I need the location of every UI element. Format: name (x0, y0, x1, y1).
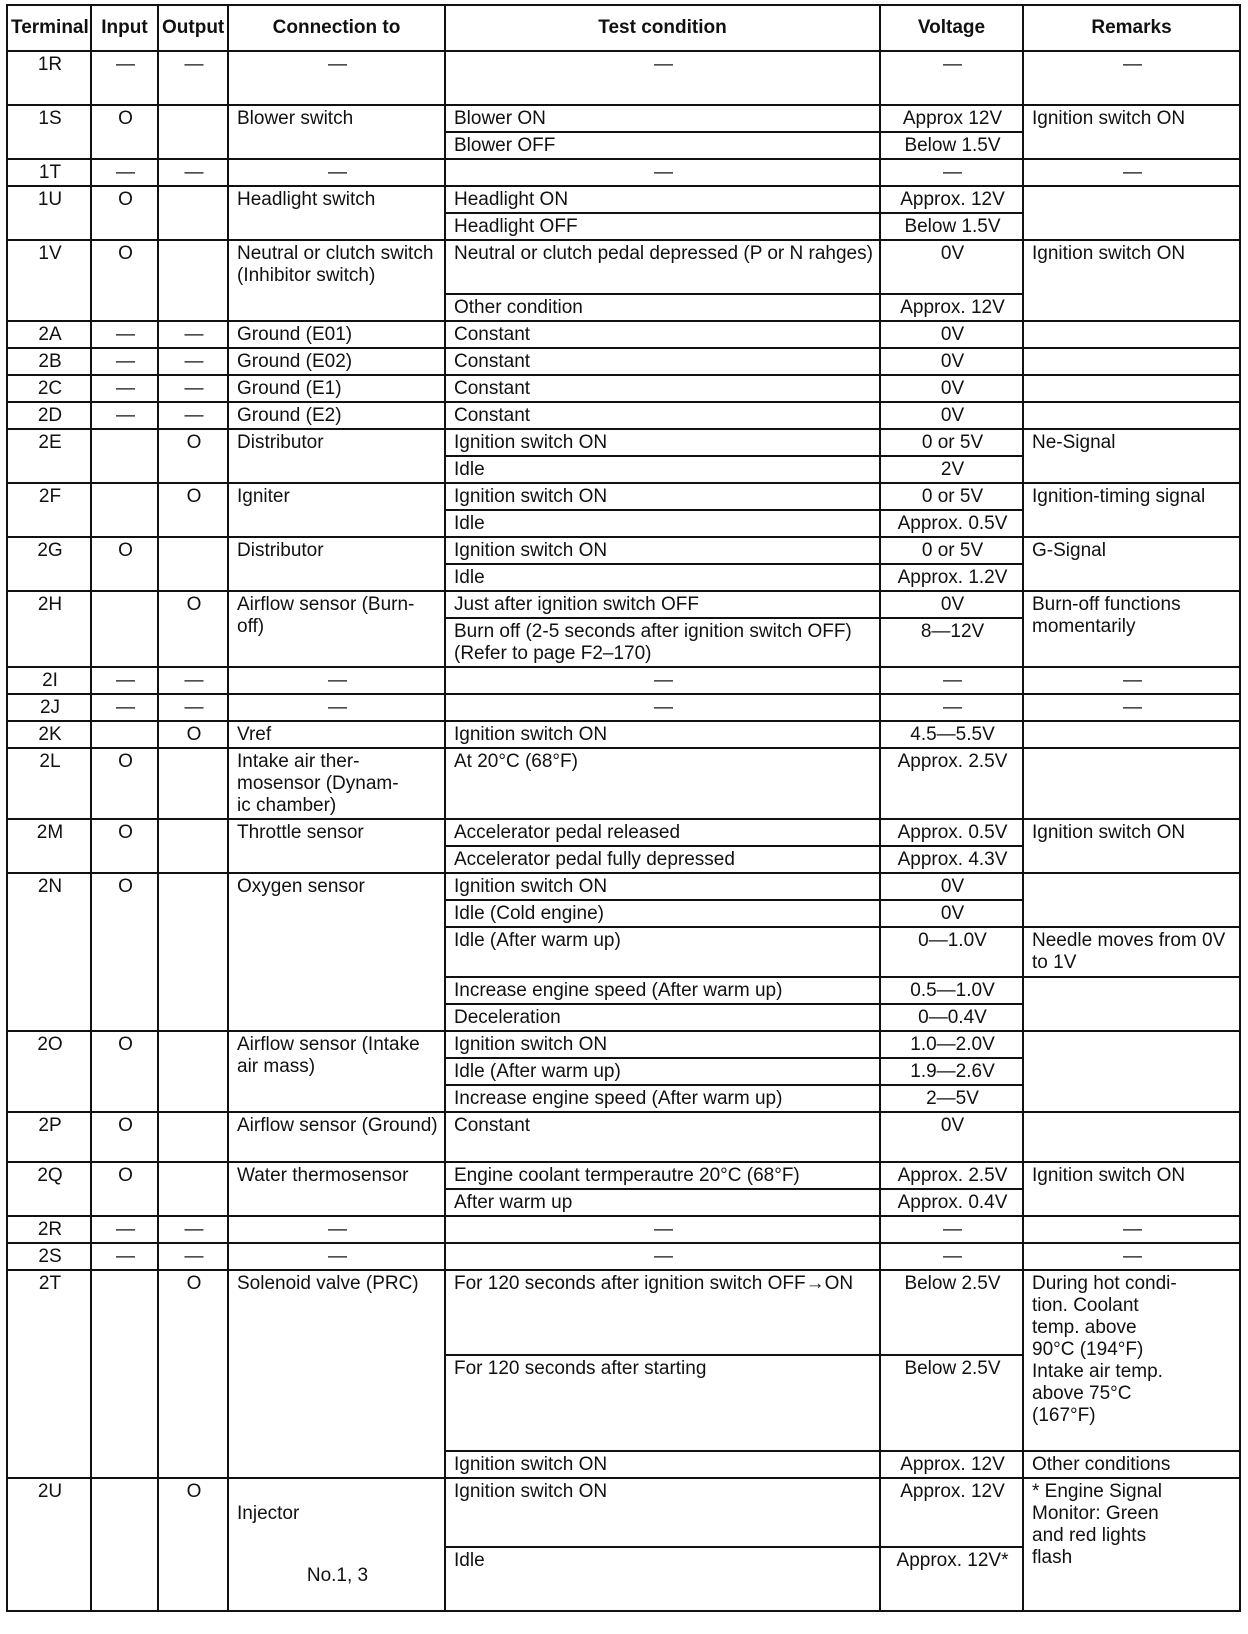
terminal-cell: 2G (7, 537, 91, 591)
input-cell (91, 429, 158, 483)
remarks-cell: — (1023, 159, 1240, 186)
terminal-cell: 2J (7, 694, 91, 721)
test-condition-cell: Deceleration (445, 1004, 880, 1031)
output-cell: — (158, 321, 228, 348)
remarks-cell (1023, 1031, 1240, 1112)
table-row (7, 873, 1240, 900)
table-row (7, 1162, 1240, 1189)
remarks-cell (1023, 375, 1240, 402)
connection-cell: Airflow sensor (Burn-off) (228, 591, 445, 667)
connection-cell: Throttle sensor (228, 819, 445, 873)
test-condition-cell: Idle (After warm up) (445, 1058, 880, 1085)
terminal-cell: 2U (7, 1478, 91, 1611)
table-row (7, 1270, 1240, 1355)
test-condition-cell: Ignition switch ON (445, 429, 880, 456)
connection-cell: Igniter (228, 483, 445, 537)
output-cell: O (158, 1270, 228, 1478)
output-cell: O (158, 429, 228, 483)
output-cell (158, 1112, 228, 1162)
input-cell: — (91, 402, 158, 429)
injector-numbers: No.1, 3 (306, 1565, 369, 1586)
input-cell: — (91, 1216, 158, 1243)
connection-cell: Vref (228, 721, 445, 748)
input-cell: O (91, 240, 158, 321)
remarks-cell: — (1023, 694, 1240, 721)
header-input: Input (91, 5, 158, 51)
input-cell: O (91, 873, 158, 1031)
test-condition-cell: Constant (445, 375, 880, 402)
voltage-cell: 0V (880, 240, 1023, 294)
remarks-cell: Ignition switch ON (1023, 240, 1240, 321)
table-row (7, 240, 1240, 294)
table-row (7, 1112, 1240, 1162)
voltage-cell: Below 1.5V (880, 213, 1023, 240)
voltage-cell: 4.5—5.5V (880, 721, 1023, 748)
test-condition-cell: Idle (After warm up) (445, 927, 880, 977)
test-condition-cell: Engine coolant termperautre 20°C (68°F) (445, 1162, 880, 1189)
header-row (7, 5, 1240, 51)
table-row (7, 537, 1240, 564)
connection-cell: Solenoid valve (PRC) (228, 1270, 445, 1478)
remarks-cell: — (1023, 1216, 1240, 1243)
test-condition-cell: — (445, 667, 880, 694)
test-condition-cell: After warm up (445, 1189, 880, 1216)
voltage-cell: 0 or 5V (880, 537, 1023, 564)
connection-cell: — (228, 694, 445, 721)
output-cell: O (158, 721, 228, 748)
voltage-cell: — (880, 667, 1023, 694)
voltage-cell: 0 or 5V (880, 429, 1023, 456)
terminal-cell: 1S (7, 105, 91, 159)
table-row (7, 483, 1240, 510)
test-condition-cell: At 20°C (68°F) (445, 748, 880, 819)
voltage-cell: Approx. 12V (880, 1451, 1023, 1478)
voltage-cell: 0—0.4V (880, 1004, 1023, 1031)
input-cell (91, 721, 158, 748)
terminal-cell: 2R (7, 1216, 91, 1243)
connection-cell: Blower switch (228, 105, 445, 159)
connection-cell: Ground (E1) (228, 375, 445, 402)
voltage-cell: — (880, 51, 1023, 105)
voltage-cell: 0V (880, 873, 1023, 900)
input-cell: O (91, 1031, 158, 1112)
output-cell (158, 537, 228, 591)
test-condition-cell: Idle (445, 510, 880, 537)
input-cell (91, 591, 158, 667)
remarks-cell: — (1023, 1243, 1240, 1270)
voltage-cell: 0V (880, 348, 1023, 375)
test-condition-cell: — (445, 1216, 880, 1243)
voltage-cell: — (880, 159, 1023, 186)
table-row (7, 429, 1240, 456)
input-cell: — (91, 159, 158, 186)
connection-cell: Distributor (228, 537, 445, 591)
terminal-cell: 2C (7, 375, 91, 402)
test-condition-cell: Constant (445, 321, 880, 348)
test-condition-cell: Ignition switch ON (445, 483, 880, 510)
header-voltage: Voltage (880, 5, 1023, 51)
table-row (7, 591, 1240, 618)
connection-cell: Airflow sensor (Ground) (228, 1112, 445, 1162)
remarks-cell (1023, 186, 1240, 240)
connection-cell: Ground (E02) (228, 348, 445, 375)
voltage-cell: Approx. 12V* (880, 1547, 1023, 1611)
remarks-cell: Ignition switch ON (1023, 819, 1240, 873)
terminal-cell: 2N (7, 873, 91, 1031)
voltage-cell: 2—5V (880, 1085, 1023, 1112)
test-condition-cell: Ignition switch ON (445, 1451, 880, 1478)
connection-label: Injector (237, 1503, 300, 1524)
connection-cell: — (228, 1216, 445, 1243)
output-cell (158, 240, 228, 321)
remarks-cell (1023, 402, 1240, 429)
voltage-cell: Approx 12V (880, 105, 1023, 132)
table-row (7, 348, 1240, 375)
voltage-cell: Approx. 0.4V (880, 1189, 1023, 1216)
output-cell: — (158, 402, 228, 429)
terminal-cell: 1U (7, 186, 91, 240)
voltage-cell: 1.0—2.0V (880, 1031, 1023, 1058)
header-terminal: Terminal (7, 5, 91, 51)
input-cell: O (91, 105, 158, 159)
remarks-cell: * Engine Signal Monitor: Green and red lights flash (1023, 1478, 1240, 1611)
voltage-cell: Approx. 12V (880, 186, 1023, 213)
table-row (7, 186, 1240, 213)
terminal-cell: 2T (7, 1270, 91, 1478)
input-cell: — (91, 667, 158, 694)
voltage-cell: Approx. 0.5V (880, 510, 1023, 537)
terminal-cell: 1T (7, 159, 91, 186)
connection-cell: — (228, 159, 445, 186)
output-cell: — (158, 1243, 228, 1270)
terminal-cell: 2F (7, 483, 91, 537)
voltage-cell: Below 1.5V (880, 132, 1023, 159)
terminal-cell: 2S (7, 1243, 91, 1270)
input-cell: O (91, 748, 158, 819)
terminal-cell: 1R (7, 51, 91, 105)
connection-cell: — (228, 667, 445, 694)
test-condition-cell: Constant (445, 1112, 880, 1162)
voltage-cell: Approx. 4.3V (880, 846, 1023, 873)
table-row (7, 321, 1240, 348)
voltage-cell: — (880, 1243, 1023, 1270)
voltage-cell: 0V (880, 900, 1023, 927)
header-test-condition: Test condition (445, 5, 880, 51)
input-cell: O (91, 186, 158, 240)
voltage-cell: Approx. 12V (880, 294, 1023, 321)
terminal-cell: 2B (7, 348, 91, 375)
voltage-cell: 0V (880, 402, 1023, 429)
voltage-cell: 0 or 5V (880, 483, 1023, 510)
connection-cell: Distributor (228, 429, 445, 483)
table-row (7, 694, 1240, 721)
test-condition-cell: Constant (445, 402, 880, 429)
output-cell (158, 819, 228, 873)
table-row (7, 721, 1240, 748)
output-cell: O (158, 591, 228, 667)
output-cell (158, 105, 228, 159)
input-cell: — (91, 321, 158, 348)
remarks-cell: During hot condi- tion. Coolant temp. above 90°C (194°F) Intake air temp. above 75°C (167°F) (1023, 1270, 1240, 1451)
remarks-cell: Needle moves from 0V to 1V (1023, 927, 1240, 977)
test-condition-cell: Idle (445, 1547, 880, 1611)
test-condition-cell: For 120 seconds after ignition switch OFF→ON (445, 1270, 880, 1355)
voltage-cell: 8—12V (880, 618, 1023, 667)
input-cell: — (91, 1243, 158, 1270)
output-cell: — (158, 1216, 228, 1243)
remarks-cell (1023, 873, 1240, 927)
output-cell: — (158, 159, 228, 186)
table-row (7, 1478, 1240, 1547)
output-cell: O (158, 1478, 228, 1611)
header-connection: Connection to (228, 5, 445, 51)
input-cell: O (91, 537, 158, 591)
output-cell: — (158, 348, 228, 375)
connection-cell: Ground (E2) (228, 402, 445, 429)
terminal-cell: 2O (7, 1031, 91, 1112)
voltage-cell: Below 2.5V (880, 1270, 1023, 1355)
remarks-cell (1023, 321, 1240, 348)
test-condition-cell: Accelerator pedal fully depressed (445, 846, 880, 873)
remarks-cell (1023, 721, 1240, 748)
connection-cell: Headlight switch (228, 186, 445, 240)
terminal-cell: 2A (7, 321, 91, 348)
output-cell: — (158, 667, 228, 694)
voltage-cell: Approx. 2.5V (880, 748, 1023, 819)
remarks-cell (1023, 1112, 1240, 1162)
voltage-cell: 0.5—1.0V (880, 977, 1023, 1004)
test-condition-cell: Headlight OFF (445, 213, 880, 240)
terminal-cell: 2Q (7, 1162, 91, 1216)
output-cell: O (158, 483, 228, 537)
table-row (7, 375, 1240, 402)
output-cell: — (158, 51, 228, 105)
output-cell (158, 748, 228, 819)
remarks-cell (1023, 977, 1240, 1031)
test-condition-cell: Blower ON (445, 105, 880, 132)
connection-cell: — (228, 51, 445, 105)
test-condition-cell: Constant (445, 348, 880, 375)
test-condition-cell: Idle (Cold engine) (445, 900, 880, 927)
test-condition-cell: Increase engine speed (After warm up) (445, 1085, 880, 1112)
remarks-cell: Ne-Signal (1023, 429, 1240, 483)
connection-cell: Ground (E01) (228, 321, 445, 348)
test-condition-cell: Ignition switch ON (445, 873, 880, 900)
input-cell (91, 483, 158, 537)
header-output: Output (158, 5, 228, 51)
terminal-cell: 2H (7, 591, 91, 667)
terminal-cell: 2L (7, 748, 91, 819)
remarks-cell: Ignition switch ON (1023, 105, 1240, 159)
voltage-cell: 2V (880, 456, 1023, 483)
terminal-voltage-table (6, 4, 1241, 1612)
output-cell (158, 1162, 228, 1216)
test-condition-cell: Ignition switch ON (445, 721, 880, 748)
test-condition-cell: — (445, 51, 880, 105)
input-cell: — (91, 375, 158, 402)
output-cell: — (158, 375, 228, 402)
test-condition-cell: — (445, 694, 880, 721)
table-row (7, 159, 1240, 186)
connection-cell: Neutral or clutch switch (Inhibitor switch) (228, 240, 445, 321)
remarks-cell: Other conditions (1023, 1451, 1240, 1478)
connection-cell: Water thermosensor (228, 1162, 445, 1216)
output-cell (158, 873, 228, 1031)
remarks-cell: — (1023, 667, 1240, 694)
test-condition-cell: Idle (445, 564, 880, 591)
voltage-cell: — (880, 694, 1023, 721)
test-condition-cell: — (445, 1243, 880, 1270)
terminal-cell: 2M (7, 819, 91, 873)
test-condition-cell: — (445, 159, 880, 186)
voltage-cell: 0V (880, 375, 1023, 402)
table-row (7, 1031, 1240, 1058)
header-remarks: Remarks (1023, 5, 1240, 51)
remarks-cell: Ignition switch ON (1023, 1162, 1240, 1216)
remarks-cell: Ignition-timing signal (1023, 483, 1240, 537)
terminal-cell: 1V (7, 240, 91, 321)
output-cell (158, 1031, 228, 1112)
voltage-cell: Approx. 0.5V (880, 819, 1023, 846)
input-cell: — (91, 51, 158, 105)
terminal-cell: 2I (7, 667, 91, 694)
voltage-cell: 1.9—2.6V (880, 1058, 1023, 1085)
table-row (7, 667, 1240, 694)
voltage-cell: Approx. 1.2V (880, 564, 1023, 591)
test-condition-cell: For 120 seconds after starting (445, 1355, 880, 1451)
terminal-cell: 2K (7, 721, 91, 748)
connection-cell: — (228, 1243, 445, 1270)
input-cell: O (91, 1162, 158, 1216)
output-cell (158, 186, 228, 240)
connection-cell: Airflow sensor (Intake air mass) (228, 1031, 445, 1112)
terminal-cell: 2E (7, 429, 91, 483)
voltage-cell: — (880, 1216, 1023, 1243)
remarks-cell: — (1023, 51, 1240, 105)
connection-cell (228, 1478, 445, 1611)
voltage-cell: 0V (880, 321, 1023, 348)
table-row (7, 748, 1240, 819)
input-cell: — (91, 348, 158, 375)
voltage-cell: Approx. 12V (880, 1478, 1023, 1547)
input-cell: — (91, 694, 158, 721)
remarks-cell (1023, 748, 1240, 819)
input-cell (91, 1270, 158, 1478)
test-condition-cell: Idle (445, 456, 880, 483)
test-condition-cell: Just after ignition switch OFF (445, 591, 880, 618)
table-row (7, 51, 1240, 105)
voltage-cell: Below 2.5V (880, 1355, 1023, 1451)
voltage-cell: 0V (880, 591, 1023, 618)
voltage-cell: 0V (880, 1112, 1023, 1162)
table-row (7, 1216, 1240, 1243)
table-row (7, 1243, 1240, 1270)
table-row (7, 105, 1240, 132)
connection-cell: Intake air ther- mosensor (Dynam- ic chamber) (228, 748, 445, 819)
test-condition-cell: Ignition switch ON (445, 537, 880, 564)
remarks-cell (1023, 348, 1240, 375)
terminal-cell: 2P (7, 1112, 91, 1162)
test-condition-cell: Increase engine speed (After warm up) (445, 977, 880, 1004)
input-cell (91, 1478, 158, 1611)
voltage-cell: 0—1.0V (880, 927, 1023, 977)
output-cell: — (158, 694, 228, 721)
voltage-cell: Approx. 2.5V (880, 1162, 1023, 1189)
input-cell: O (91, 819, 158, 873)
input-cell: O (91, 1112, 158, 1162)
test-condition-cell: Ignition switch ON (445, 1031, 880, 1058)
remarks-cell: G-Signal (1023, 537, 1240, 591)
test-condition-cell: Accelerator pedal released (445, 819, 880, 846)
test-condition-cell: Headlight ON (445, 186, 880, 213)
table-row (7, 819, 1240, 846)
test-condition-cell: Burn off (2-5 seconds after ignition switch OFF) (Refer to page F2–170) (445, 618, 880, 667)
test-condition-cell: Other condition (445, 294, 880, 321)
test-condition-cell: Blower OFF (445, 132, 880, 159)
table-row (7, 402, 1240, 429)
terminal-cell: 2D (7, 402, 91, 429)
remarks-cell: Burn-off functions momentarily (1023, 591, 1240, 667)
connection-cell: Oxygen sensor (228, 873, 445, 1031)
test-condition-cell: Ignition switch ON (445, 1478, 880, 1547)
test-condition-cell: Neutral or clutch pedal depressed (P or N rahges) (445, 240, 880, 294)
